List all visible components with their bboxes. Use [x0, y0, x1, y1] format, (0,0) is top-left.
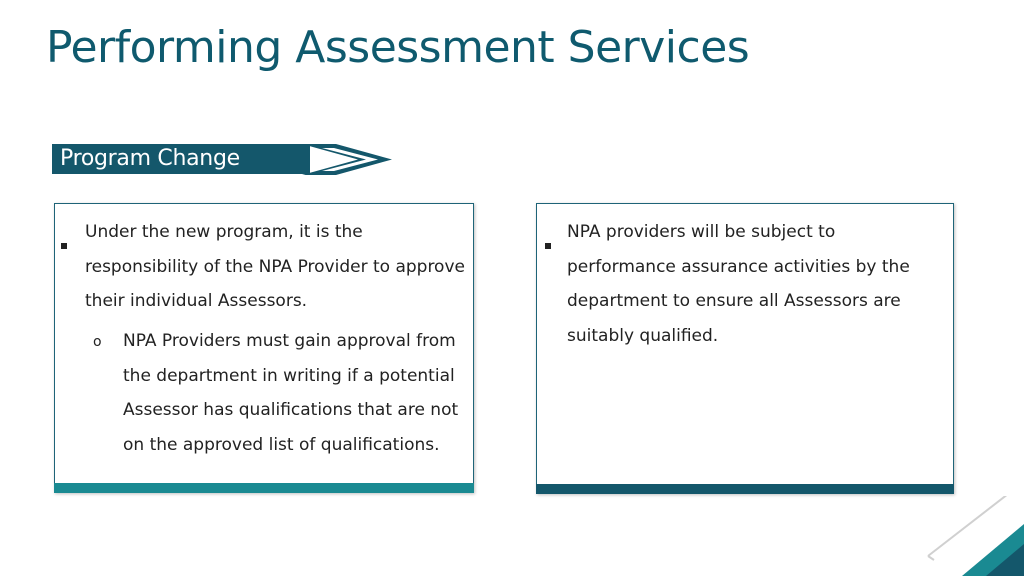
right-bullet — [543, 215, 923, 353]
circle-bullet-icon: o — [93, 334, 102, 350]
slide-title: Performing Assessment Services — [46, 22, 750, 73]
square-bullet-icon — [545, 229, 551, 264]
left-sub-bullet — [93, 324, 463, 462]
square-bullet-icon — [61, 229, 67, 264]
right-info-card — [536, 203, 954, 494]
left-card-footer-bar — [54, 483, 474, 493]
left-sub-bullet-text: NPA Providers must gain approval from the department in writing if a potential Assessor has qualifications that are not on the approved list of qualifications. — [123, 331, 459, 455]
section-label: Program Change — [60, 146, 240, 171]
section-banner — [52, 143, 394, 176]
corner-decoration-icon — [914, 496, 1024, 576]
right-bullet-text: NPA providers will be subject to performance assurance activities by the department to ensure all Assessors are suitably qualified. — [567, 222, 910, 346]
right-card-footer-bar — [536, 484, 954, 494]
left-info-card — [54, 203, 474, 493]
left-bullet-text: Under the new program, it is the responsibility of the NPA Provider to approve their individual Assessors. — [85, 222, 465, 311]
left-bullet — [61, 215, 469, 319]
